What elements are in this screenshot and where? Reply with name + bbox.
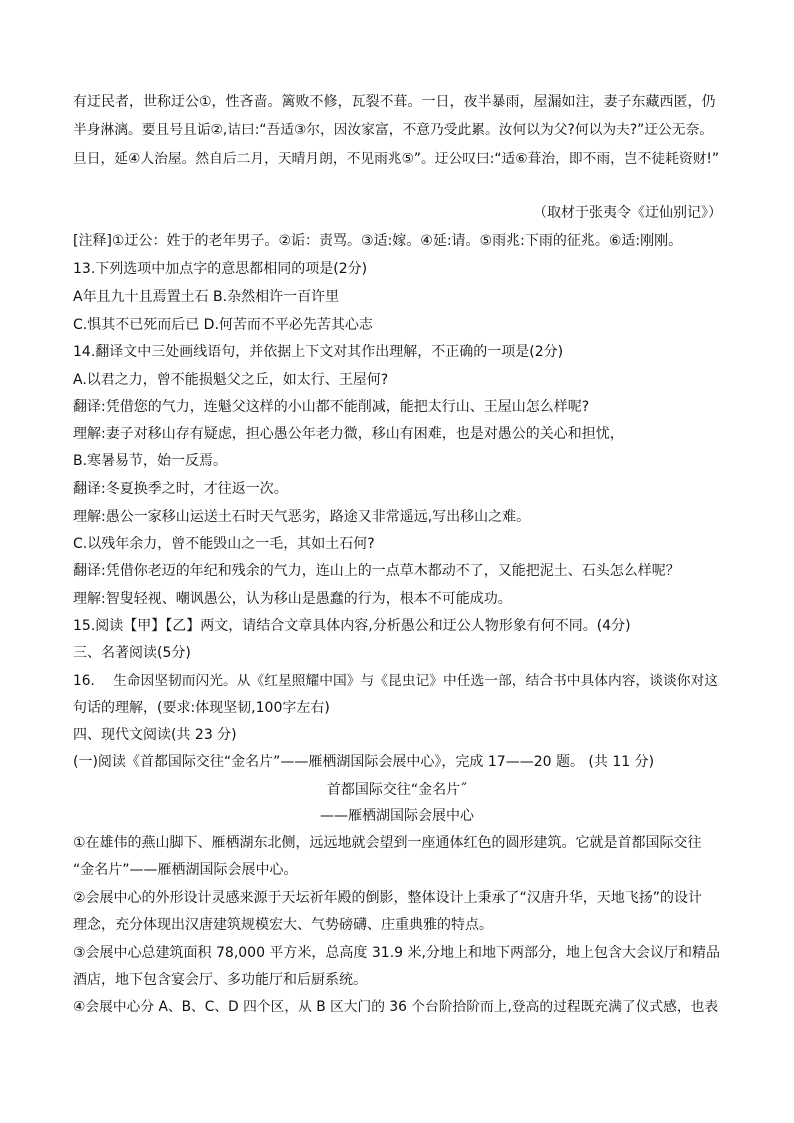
question-14: 14.翻译文中三处画线语句，并依据上下文对其作出理解，不正确的一项是(2分) bbox=[73, 344, 564, 360]
article-title: 首都国际交往“金名片˝ bbox=[326, 782, 468, 798]
annotation-line: [注释]①迂公：姓于的老年男子。②诟：责骂。③适:嫁。④延:请。⑤雨兆:下雨的征兆。⑥适:刚刚。 bbox=[73, 233, 683, 249]
article-para-2-cont: 理念，充分体现出汉唐建筑规模宏大、气势磅礴、庄重典雅的特点。 bbox=[73, 917, 493, 933]
passage-line-2: 半身淋漓。要且号且诟②,诘曰:“吾适③尔，因汝家富，不意乃受此累。汝何以为父?何以为夫?”迂公无奈。 bbox=[73, 122, 714, 138]
article-subtitle: ——雁栖湖国际会展中心 bbox=[320, 808, 474, 824]
q14-a-translation: 翻译:凭借您的气力，连魁父这样的小山都不能削减，能把太行山、王屋山怎么样呢? bbox=[73, 399, 590, 415]
passage-line-3: 旦日，延④人治屋。然自后二月，天晴月朗，不见雨兆⑤”。迂公叹曰:“适⑥葺治，即不雨，岂不徒耗资财!” bbox=[73, 151, 719, 167]
q14-option-b: B.寒暑易节，始一反焉。 bbox=[73, 453, 228, 469]
article-para-2: ②会展中心的外形设计灵感来源于天坛祈年殿的倒影，整体设计上秉承了“汉唐升华，天地飞扬”的设计 bbox=[73, 890, 703, 906]
question-15: 15.阅读【甲】【乙】两文，请结合文章具体内容,分析愚公和迂公人物形象有何不同。(4分) bbox=[73, 618, 631, 634]
q14-a-understanding: 理解:妻子对移山存有疑虑，担心愚公年老力微，移山有困难，也是对愚公的关心和担忧， bbox=[73, 426, 624, 442]
question-16-cont: 句话的理解，(要求:体现坚韧,100字左右) bbox=[73, 700, 330, 716]
section-4-heading: 四、现代文阅读(共 23 分) bbox=[73, 727, 237, 743]
q13-options-cd: C.惧其不已死而后已 D.何苦而不平必先苦其心志 bbox=[73, 317, 373, 333]
reading-1-intro: (一)阅读《首都国际交往“金名片”——雁栖湖国际会展中心》，完成 17——20 题。 (共 11 分) bbox=[73, 754, 655, 770]
article-para-4: ④会展中心分 A、B、C、D 四个区，从 B 区大门的 36 个台阶拾阶而上,登高的过程既充满了仪式感，也表 bbox=[73, 999, 719, 1015]
question-13: 13.下列选项中加点字的意思都相同的项是(2分) bbox=[73, 261, 368, 277]
q14-option-c: C.以残年余力，曾不能毁山之一毛，其如土石何? bbox=[73, 536, 375, 552]
section-3-heading: 三、名著阅读(5分) bbox=[73, 645, 191, 661]
passage-line-1: 有迂民者，世称迂公①，性吝啬。篱败不修，瓦裂不葺。一日，夜半暴雨，屋漏如注，妻子东藏西匿，仍 bbox=[73, 94, 716, 110]
article-para-1: ①在雄伟的燕山脚下、雁栖湖东北侧，远远地就会望到一座通体红色的圆形建筑。它就是首都国际交往 bbox=[73, 835, 702, 851]
source-citation: （取材于张夷令《迂仙别记》） bbox=[533, 205, 722, 221]
q14-b-translation: 翻译:冬夏换季之时，才往返一次。 bbox=[73, 481, 288, 497]
q14-c-understanding: 理解:智叟轻视、嘲讽愚公，认为移山是愚蠢的行为，根本不可能成功。 bbox=[73, 591, 512, 607]
article-para-3-cont: 酒店，地下包含宴会厅、多功能厅和后厨系统。 bbox=[73, 972, 367, 988]
q14-option-a: A.以君之力，曾不能损魁父之丘，如太行、王屋何? bbox=[73, 372, 389, 388]
article-para-3: ③会展中心总建筑面积 78,000 平方米，总高度 31.9 米,分地上和地下两部分，地上包含大会议厅和精品 bbox=[73, 945, 720, 961]
article-para-1-cont: “金名片”——雁栖湖国际会展中心。 bbox=[73, 862, 298, 878]
q14-c-translation: 翻译:凭借你老迈的年纪和残余的气力，连山上的一点草木都动不了，又能把泥土、石头怎么样呢？ bbox=[73, 563, 680, 579]
q13-options-ab: A年且九十且焉置土石 B.杂然相许一百许里 bbox=[73, 289, 340, 305]
question-16: 16. 生命因坚韧而闪光。从《红星照耀中国》与《昆虫记》中任选一部，结合书中具体内容，谈谈你对这 bbox=[73, 673, 718, 689]
q14-b-understanding: 理解:愚公一家移山运送土石时天气恶劣，路途又非常遥远,写出移山之难。 bbox=[73, 509, 531, 525]
